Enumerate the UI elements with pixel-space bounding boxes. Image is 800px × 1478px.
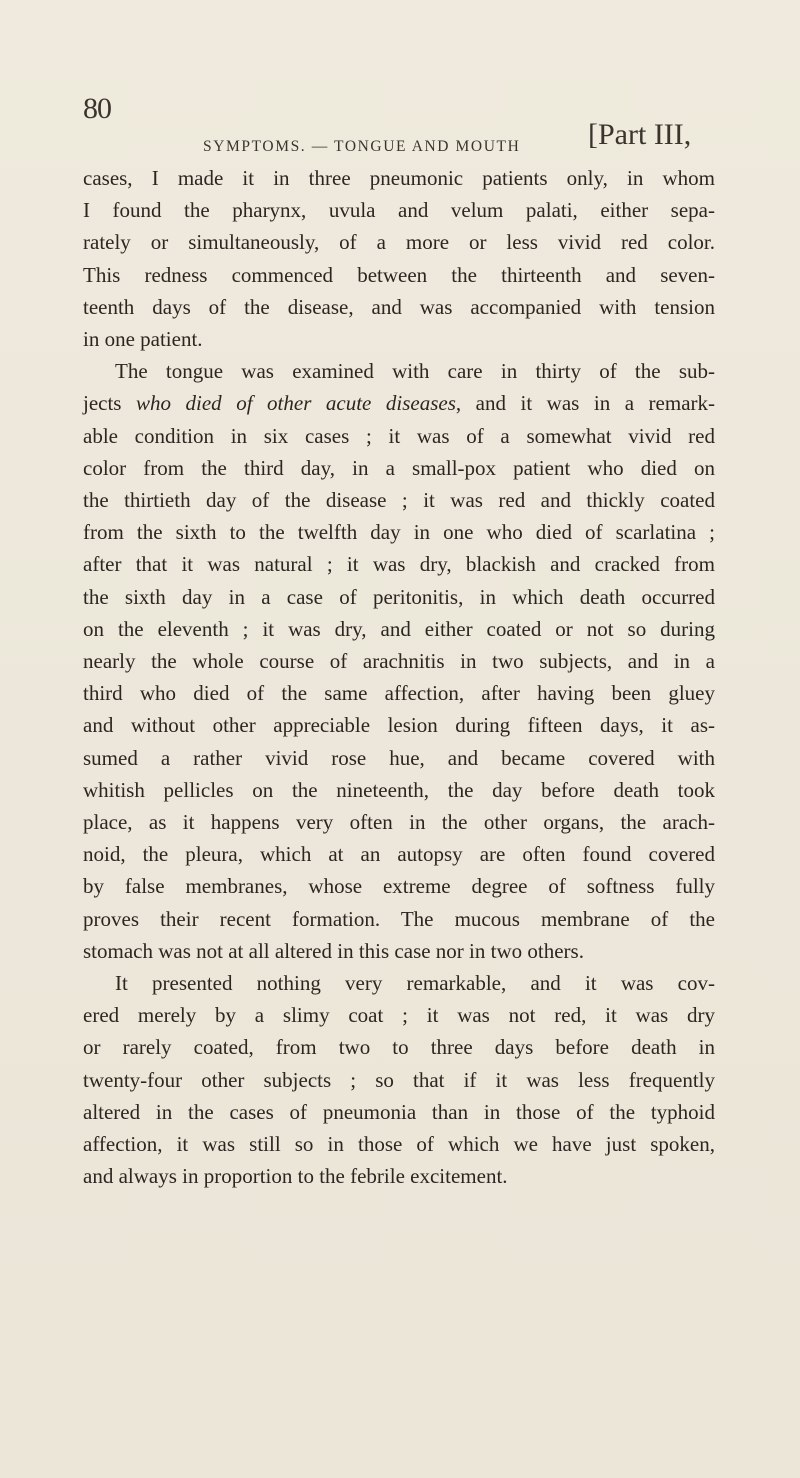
text-line: stomach was not at all altered in this case nor in two others. [83,938,584,963]
running-head [83,88,723,155]
text-line: altered in the cases of pneumonia than in those of the typhoid [83,1099,715,1124]
italic-phrase: who died of other acute diseases [136,391,456,416]
text-line: nearly the whole course of arachnitis in two subjects, and in a [83,649,715,674]
text-line: teenth days of the disease, and was accompanied with tension [83,294,715,319]
text-line: from the sixth to the twelfth day in one who died of scarlatina ; [83,520,715,545]
text-line: by false membranes, whose extreme degree of softness fully [83,874,715,899]
text-line: able condition in six cases ; it was of a somewhat vivid red [83,423,715,448]
text-line: proves their recent formation. The mucous membrane of the [83,906,715,931]
text-line: color from the third day, in a small-pox patient who died on [83,455,715,480]
running-title: SYMPTOMS. — TONGUE AND MOUTH [203,138,521,155]
text-line: place, as it happens very often in the other organs, the arach- [83,810,715,835]
text-line: third who died of the same affection, after having been gluey [83,681,715,706]
text-line: ered merely by a slimy coat ; it was not red, it was dry [83,1003,715,1028]
text-line: rately or simultaneously, of a more or less vivid red color. [83,230,715,255]
text-span: jects [83,391,136,416]
text-line: noid, the pleura, which at an autopsy are often found covered [83,842,715,867]
text-line: the thirtieth day of the disease ; it was red and thickly coated [83,488,715,513]
text-line: The tongue was examined with care in thirty of the sub- [115,359,715,384]
text-line: and always in proportion to the febrile excitement. [83,1164,508,1189]
text-line: in one patient. [83,327,203,352]
text-line: cases, I made it in three pneumonic patients only, in whom [83,166,715,190]
text-line: the sixth day in a case of peritonitis, in which death occurred [83,584,715,609]
text-line: It presented nothing very remarkable, and it was cov- [115,971,715,996]
text-line [83,387,715,419]
text-line: or rarely coated, from two to three days before death in [83,1035,715,1060]
text-line: twenty-four other subjects ; so that if it was less frequently [83,1067,715,1092]
text-line: on the eleventh ; it was dry, and either coated or not so during [83,616,715,641]
page-number: 80 [83,92,111,125]
text-line: This redness commenced between the thirteenth and seven- [83,262,715,287]
text-span: , and it was in a remark- [455,391,716,416]
body-text [83,162,715,1193]
text-line: affection, it was still so in those of which we have just spoken, [83,1132,715,1157]
text-line: and without other appreciable lesion during fifteen days, it as- [83,713,715,738]
text-line: after that it was natural ; it was dry, blackish and cracked from [83,552,715,577]
text-line: I found the pharynx, uvula and velum palati, either sepa- [83,198,715,223]
text-line: sumed a rather vivid rose hue, and became covered with [83,745,715,770]
part-label: [Part III, [588,118,692,151]
text-line: whitish pellicles on the nineteenth, the day before death took [83,777,715,802]
